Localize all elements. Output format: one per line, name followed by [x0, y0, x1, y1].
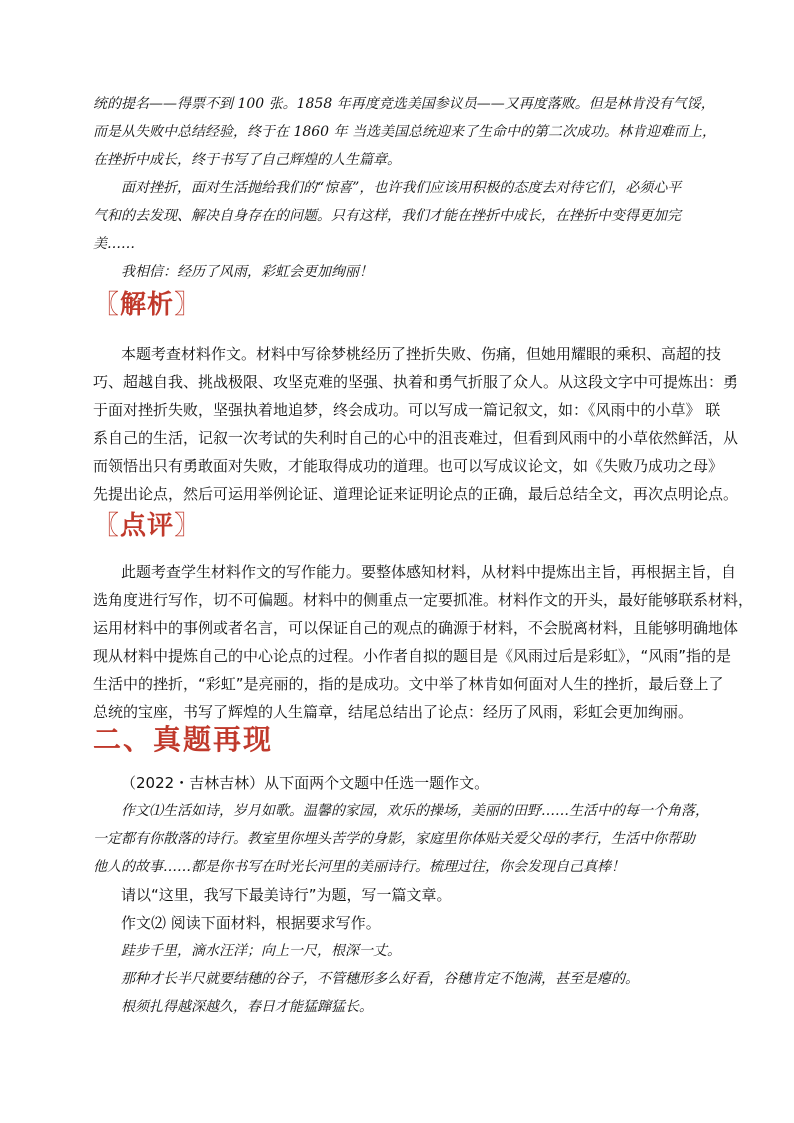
- analysis-title: 解析: [120, 290, 175, 320]
- prompt1-line: 作文⑴生活如诗，岁月如歌。温馨的家园，欢乐的操场，美丽的田野……生活中的每一个角落，: [121, 803, 709, 819]
- prompt2-line: 根须扎得越深越久，春日才能猛蹿猛长。: [121, 999, 373, 1015]
- analysis-line: 系自己的生活，记叙一次考试的失利时自己的心中的沮丧难过，但看到风雨中的小草依然鲜活，从: [93, 429, 739, 447]
- intro-line: 而是从失败中总结经验，终于在 1860 年 当选美国总统迎来了生命中的第二次成功。林肯迎难而上，: [93, 124, 716, 140]
- section-title: 二、真题再现: [93, 723, 274, 756]
- intro-line: 在挫折中成长，终于书写了自己辉煌的人生篇章。: [93, 152, 401, 168]
- intro-line: 美……: [93, 236, 135, 252]
- analysis-line: 巧、超越自我、挑战极限、攻坚克难的坚强、执着和勇气折服了众人。从这段文字中可提炼出：勇: [93, 373, 739, 391]
- comment-line: 现从材料中提炼自己的中心论点的过程。小作者自拟的题目是《风雨过后是彩虹》，“风雨”指的是: [93, 647, 732, 665]
- intro-line: 统的提名——得票不到 100 张。1858 年再度竞选美国参议员——又再度落败。但是林肯没有气馁，: [93, 96, 715, 112]
- prompt1-task: 请以“这里，我写下最美诗行”为题，写一篇文章。: [121, 886, 452, 904]
- prompt2-line: 跬步千里，滴水汪洋；向上一尺，根深一丈。: [121, 943, 401, 959]
- intro-line: 面对挫折，面对生活抛给我们的“惊喜”，也许我们应该用积极的态度去对待它们，必须心平: [121, 180, 682, 196]
- left-bracket-icon: 〖: [93, 511, 121, 541]
- analysis-heading: [93, 290, 201, 320]
- comment-line: 选角度进行写作，切不可偏题。材料中的侧重点一定要抓准。材料作文的开头，最好能够联系材料，: [93, 591, 754, 609]
- comment-line: 运用材料中的事例或者名言，可以保证自己的观点的确源于材料，不会脱离材料，且能够明确地体: [93, 619, 739, 637]
- analysis-line: 而领悟出只有勇敢面对失败，才能取得成功的道理。也可以写成议论文，如《失败乃成功之母》: [93, 457, 724, 475]
- analysis-line: 本题考查材料作文。材料中写徐梦桃经历了挫折失败、伤痛，但她用耀眼的乘积、高超的技: [121, 345, 722, 363]
- prompt2-line: 那种才长半尺就要结穗的谷子，不管穗形多么好看，谷穗肯定不饱满，甚至是瘪的。: [121, 971, 639, 987]
- exam-source: （2022・吉林吉林）从下面两个文题中任选一题作文。: [121, 774, 490, 792]
- right-bracket-icon: 〗: [174, 511, 202, 541]
- analysis-line: 于面对挫折失败，坚强执着地追梦，终会成功。可以写成一篇记叙文，如：《风雨中的小草》 联: [93, 401, 721, 419]
- intro-conclusion: 我相信：经历了风雨，彩虹会更加绚丽！: [121, 264, 373, 280]
- comment-title: 点评: [120, 511, 175, 541]
- comment-line: 总统的宝座，书写了辉煌的人生篇章，结尾总结出了论点：经历了风雨，彩虹会更加绚丽。: [93, 703, 694, 721]
- comment-line: 此题考查学生材料作文的写作能力。要整体感知材料，从材料中提炼出主旨，再根据主旨，自: [121, 563, 737, 581]
- analysis-line: 先提出论点，然后可运用举例论证、道理论证来证明论点的正确，最后总结全文，再次点明论点。: [93, 485, 739, 503]
- comment-heading: [93, 511, 201, 541]
- intro-line: 气和的去发现、解决自身存在的问题。只有这样，我们才能在挫折中成长，在挫折中变得更加完: [93, 208, 681, 224]
- prompt2-heading: 作文⑵ 阅读下面材料，根据要求写作。: [121, 914, 381, 932]
- prompt1-line: 一定都有你散落的诗行。教室里你埋头苦学的身影，家庭里你体贴关爱父母的孝行，生活中你帮助: [93, 831, 695, 847]
- comment-line: 生活中的挫折，“彩虹”是亮丽的，指的是成功。文中举了林肯如何面对人生的挫折，最后登上了: [93, 675, 724, 693]
- right-bracket-icon: 〗: [174, 290, 202, 320]
- prompt1-line: 他人的故事……都是你书写在时光长河里的美丽诗行。梳理过往，你会发现自己真棒！: [93, 859, 625, 875]
- left-bracket-icon: 〖: [93, 290, 121, 320]
